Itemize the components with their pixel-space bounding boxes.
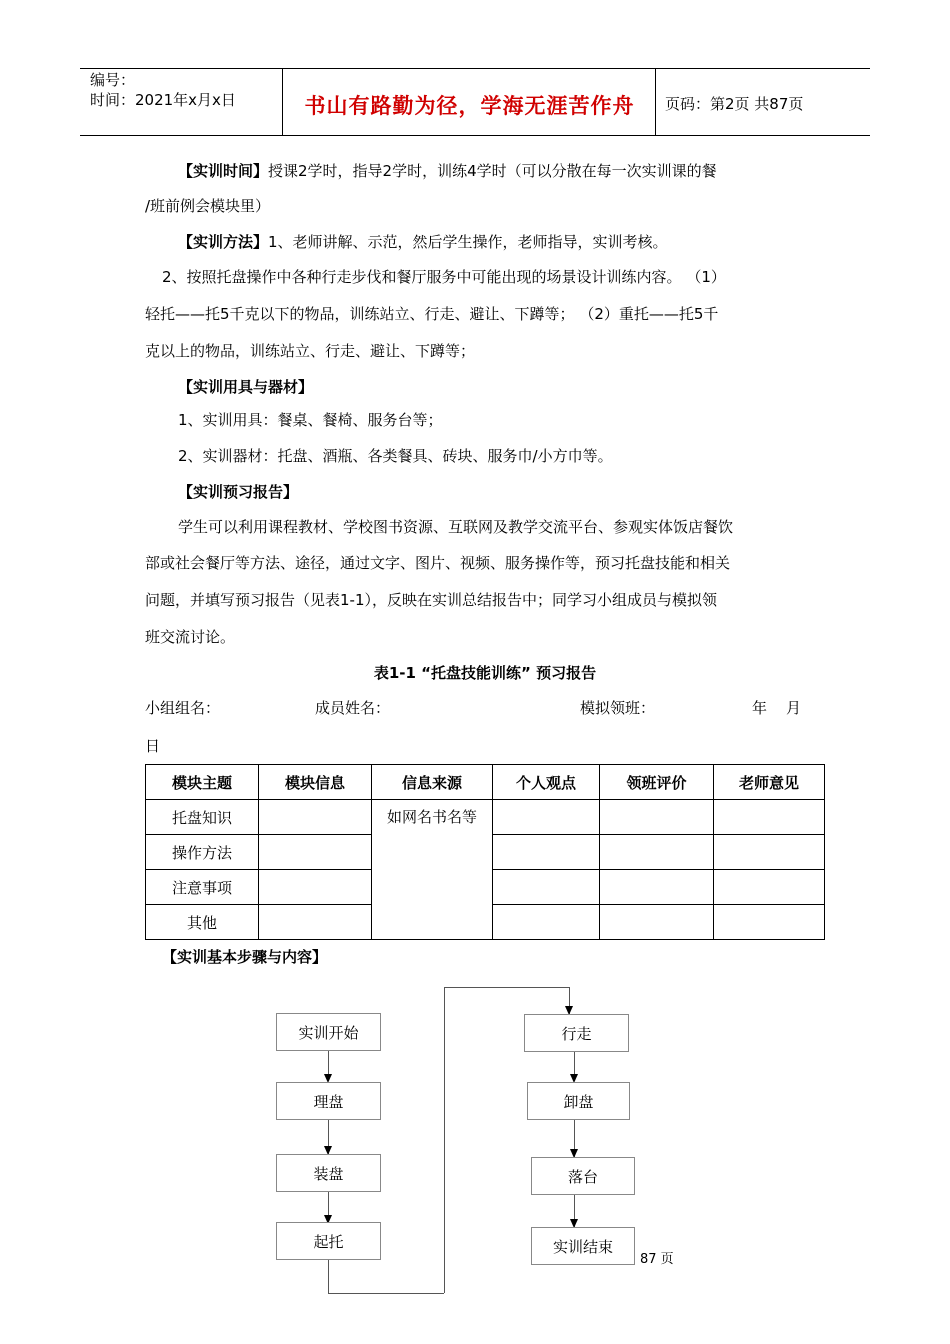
flow-connector	[328, 1259, 329, 1293]
preview-heading: 【实训预习报告】	[178, 483, 299, 501]
flow-connector	[444, 987, 569, 988]
table-header-cell: 信息来源	[372, 765, 493, 800]
flow-step-end: 实训结束	[531, 1227, 635, 1265]
method-paragraph	[178, 231, 818, 253]
flow-step-unload: 卸盘	[527, 1082, 630, 1120]
group-name-label: 小组组名：	[145, 699, 221, 717]
flow-connector	[444, 987, 445, 1293]
flow-step-arrange: 理盘	[276, 1082, 381, 1120]
year-label: 年	[752, 699, 768, 717]
table-cell	[493, 905, 600, 940]
method-2-line1: 2、按照托盘操作中各种行走步伐和餐厅服务中可能出现的场景设计训练内容。 （1）	[162, 268, 726, 286]
source-note: 如网名书名等	[372, 800, 493, 940]
flow-step-load: 装盘	[276, 1154, 381, 1192]
doc-date: 时间：2021年x月x日	[90, 91, 236, 109]
flow-step-lift: 起托	[276, 1222, 381, 1260]
row-topic: 注意事项	[146, 870, 259, 905]
month-label: 月	[786, 699, 802, 717]
method-text: 1、老师讲解、示范，然后学生操作，老师指导，实训考核。	[268, 233, 668, 251]
table-cell	[493, 870, 600, 905]
member-name-label: 成员姓名：	[315, 699, 391, 717]
table-cell	[600, 870, 714, 905]
table-cell	[259, 870, 372, 905]
method-2-line3: 克以上的物品，训练站立、行走、避让、下蹲等；	[145, 342, 476, 360]
flow-connector	[328, 1293, 444, 1294]
footer-page-count: 87 页	[640, 1252, 674, 1267]
table-header-row	[146, 765, 825, 800]
preview-line-3: 问题，并填写预习报告（见表1-1），反映在实训总结报告中；同学习小组成员与模拟领	[145, 591, 718, 609]
flow-step-start: 实训开始	[276, 1013, 381, 1051]
tools-item-2: 2、实训器材：托盘、酒瓶、各类餐具、砖块、服务巾/小方巾等。	[178, 447, 613, 465]
row-topic: 其他	[146, 905, 259, 940]
table-cell	[259, 835, 372, 870]
method-label: 【实训方法】	[178, 233, 269, 251]
table-header-cell: 个人观点	[493, 765, 600, 800]
row-topic: 托盘知识	[146, 800, 259, 835]
flow-step-set-down: 落台	[531, 1157, 635, 1195]
table-header-cell: 模块主题	[146, 765, 259, 800]
page-info: 页码：第2页 共87页	[665, 95, 804, 113]
time-text-cont: /班前例会模块里）	[145, 197, 271, 215]
table-caption: 表1-1 “托盘技能训练” 预习报告	[373, 664, 597, 682]
row-topic: 操作方法	[146, 835, 259, 870]
preview-line-4: 班交流讨论。	[145, 628, 236, 646]
table-cell	[600, 835, 714, 870]
day-label: 日	[145, 737, 161, 755]
preview-line-2: 部或社会餐厅等方法、途径，通过文字、图片、视频、服务操作等，预习托盘技能和相关	[145, 554, 731, 572]
steps-heading: 【实训基本步骤与内容】	[162, 948, 328, 966]
header-motto: 书山有路勤为径，学海无涯苦作舟	[304, 94, 635, 118]
table-cell	[714, 800, 825, 835]
table-cell	[714, 905, 825, 940]
preview-report-table	[145, 764, 825, 940]
tools-heading: 【实训用具与器材】	[178, 378, 314, 396]
flow-step-walk: 行走	[524, 1014, 629, 1052]
time-paragraph	[178, 160, 818, 182]
time-label: 【实训时间】	[178, 162, 269, 180]
table-cell	[714, 835, 825, 870]
table-header-cell: 模块信息	[259, 765, 372, 800]
tools-item-1: 1、实训用具：餐桌、餐椅、服务台等；	[178, 411, 443, 429]
table-row	[146, 800, 825, 835]
table-header-cell: 老师意见	[714, 765, 825, 800]
header-info	[90, 70, 236, 110]
preview-line-1: 学生可以利用课程教材、学校图书资源、互联网及教学交流平台、参观实体饭店餐饮	[178, 518, 734, 536]
table-cell	[600, 905, 714, 940]
leader-label: 模拟领班：	[580, 699, 656, 717]
table-cell	[259, 905, 372, 940]
time-text: 授课2学时，指导2学时，训练4学时（可以分散在每一次实训课的餐	[268, 162, 717, 180]
table-cell	[259, 800, 372, 835]
table-cell	[493, 800, 600, 835]
method-2-line2: 轻托——托5千克以下的物品，训练站立、行走、避让、下蹲等； （2）重托——托5千	[145, 305, 719, 323]
table-cell	[600, 800, 714, 835]
doc-number-label: 编号：	[90, 71, 136, 89]
table-header-cell: 领班评价	[600, 765, 714, 800]
table-cell	[493, 835, 600, 870]
table-cell	[714, 870, 825, 905]
